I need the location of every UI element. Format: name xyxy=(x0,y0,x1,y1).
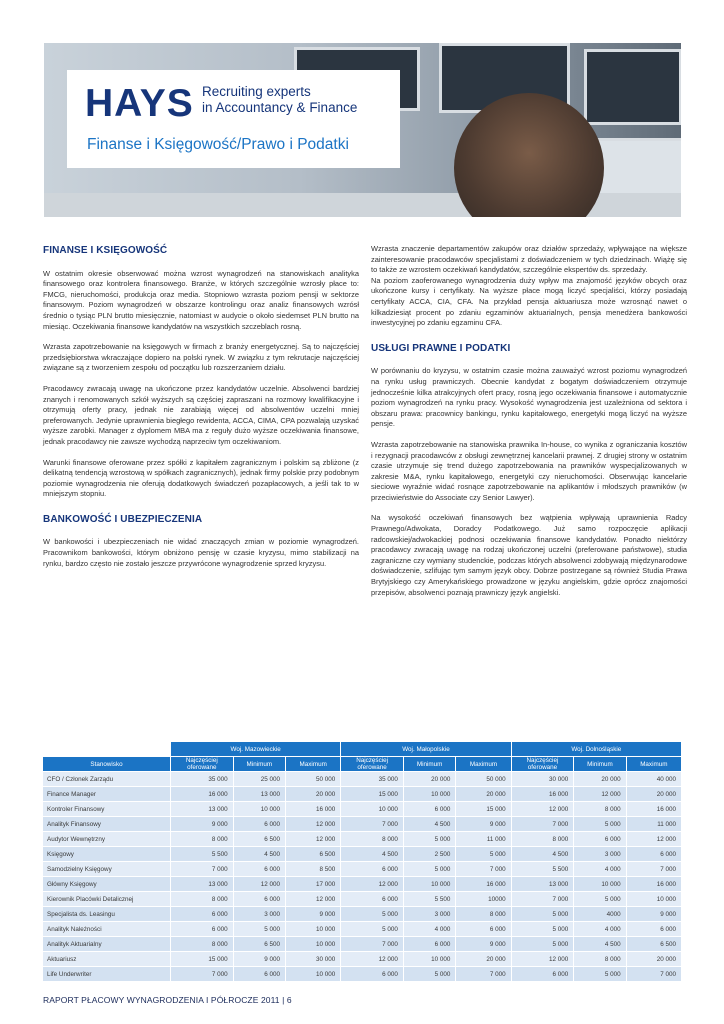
table-row xyxy=(43,862,681,877)
value-cell: 6 000 xyxy=(340,967,403,982)
min-header: Minimum xyxy=(573,757,625,772)
value-cell: 16 000 xyxy=(626,877,681,892)
value-cell: 50 000 xyxy=(285,772,340,787)
value-cell: 5 500 xyxy=(511,862,574,877)
value-cell: 12 000 xyxy=(626,832,681,847)
value-cell: 10 000 xyxy=(626,892,681,907)
offered-line-1: Najczęściej xyxy=(185,757,218,764)
paragraph: Pracodawcy zwracają uwagę na ukończone przez kandydatów uczelnie. Absolwenci bardziej znanych i renomowanych szkół wyższych są częściej zapraszani na rozmowy kwalifikacyjne i otrzymują oferty pracy, jednak nie zarabiają więcej od absolwentów uczelni mniej preferowanych. Jedynie uprawnienia biegłego rewidenta, ACCA, CIMA, CPA pozwalają uzyskać wyższe zarobki. Manager z dyplomem MBA ma z reguły dużo wyższe oczekiwania finansowe, jednak pracodawcy nie zawsze wychodzą naprzeciw tym oczekiwaniom. xyxy=(43,383,359,446)
value-cell: 16 000 xyxy=(626,802,681,817)
value-cell: 8 000 xyxy=(170,937,233,952)
value-cell: 8 000 xyxy=(573,802,625,817)
value-cell: 15 000 xyxy=(340,787,403,802)
value-cell: 5 500 xyxy=(403,892,455,907)
value-cell: 15 000 xyxy=(455,802,510,817)
position-cell: Finance Manager xyxy=(43,787,170,802)
value-cell: 5 000 xyxy=(511,922,574,937)
value-cell: 8 000 xyxy=(573,952,625,967)
value-cell: 35 000 xyxy=(170,772,233,787)
position-cell: Księgowy xyxy=(43,847,170,862)
table-corner xyxy=(43,742,170,757)
value-cell: 40 000 xyxy=(626,772,681,787)
value-cell: 7 000 xyxy=(340,937,403,952)
value-cell: 12 000 xyxy=(511,802,574,817)
offered-header xyxy=(511,757,574,772)
value-cell: 5 000 xyxy=(573,892,625,907)
value-cell: 4 000 xyxy=(573,922,625,937)
value-cell: 7 000 xyxy=(511,892,574,907)
tagline-line-1: Recruiting experts xyxy=(202,84,311,99)
value-cell: 5 000 xyxy=(403,832,455,847)
max-header: Maximum xyxy=(455,757,510,772)
value-cell: 6 000 xyxy=(233,817,285,832)
value-cell: 6 000 xyxy=(626,922,681,937)
value-cell: 12 000 xyxy=(573,787,625,802)
value-cell: 4 500 xyxy=(233,847,285,862)
offered-line-1: Najczęściej xyxy=(526,757,559,764)
value-cell: 20 000 xyxy=(455,952,510,967)
value-cell: 6 000 xyxy=(626,847,681,862)
value-cell: 10 000 xyxy=(233,802,285,817)
value-cell: 9 000 xyxy=(233,952,285,967)
value-cell: 25 000 xyxy=(233,772,285,787)
value-cell: 5 000 xyxy=(233,922,285,937)
value-cell: 20 000 xyxy=(403,772,455,787)
heading-banking-insurance: BANKOWOŚĆ I UBEZPIECZENIA xyxy=(43,513,203,525)
value-cell: 3 000 xyxy=(403,907,455,922)
right-column xyxy=(371,244,687,608)
value-cell: 12 000 xyxy=(340,952,403,967)
value-cell: 7 000 xyxy=(340,817,403,832)
table-row xyxy=(43,832,681,847)
offered-line-2: oferowane xyxy=(187,764,217,771)
value-cell: 9 000 xyxy=(626,907,681,922)
position-cell: Kierownik Placówki Detalicznej xyxy=(43,892,170,907)
position-header: Stanowisko xyxy=(43,757,170,772)
value-cell: 12 000 xyxy=(285,817,340,832)
value-cell: 5 500 xyxy=(170,847,233,862)
value-cell: 4 500 xyxy=(573,937,625,952)
position-cell: Kontroler Finansowy xyxy=(43,802,170,817)
offered-line-2: oferowane xyxy=(527,764,558,771)
table-row xyxy=(43,847,681,862)
value-cell: 6 000 xyxy=(403,802,455,817)
position-cell: CFO / Członek Zarządu xyxy=(43,772,170,787)
position-cell: Aktuariusz xyxy=(43,952,170,967)
value-cell: 3 000 xyxy=(573,847,625,862)
table-row xyxy=(43,892,681,907)
region-header: Woj. Małopolskie xyxy=(340,742,510,757)
table-row xyxy=(43,967,681,982)
value-cell: 6 000 xyxy=(233,967,285,982)
value-cell: 12 000 xyxy=(233,877,285,892)
value-cell: 10 000 xyxy=(285,922,340,937)
table-row xyxy=(43,907,681,922)
value-cell: 16 000 xyxy=(170,787,233,802)
logo-box xyxy=(67,70,400,168)
min-header: Minimum xyxy=(233,757,285,772)
value-cell: 6 000 xyxy=(340,862,403,877)
value-cell: 12 000 xyxy=(285,832,340,847)
value-cell: 10 000 xyxy=(403,952,455,967)
value-cell: 8 000 xyxy=(170,832,233,847)
region-header: Woj. Mazowieckie xyxy=(170,742,340,757)
heading-legal-tax: USŁUGI PRAWNE I PODATKI xyxy=(371,342,511,354)
position-cell: Analityk Finansowy xyxy=(43,817,170,832)
position-cell: Audytor Wewnętrzny xyxy=(43,832,170,847)
value-cell: 12 000 xyxy=(340,877,403,892)
value-cell: 4000 xyxy=(573,907,625,922)
value-cell: 6 000 xyxy=(340,892,403,907)
value-cell: 5 000 xyxy=(403,862,455,877)
value-cell: 12 000 xyxy=(511,952,574,967)
value-cell: 5 000 xyxy=(455,847,510,862)
paragraph: Wzrasta zapotrzebowanie na księgowych w firmach z branży energetycznej. Są to najczęściej przedsiębiorstwa wkraczające dopiero na polski rynek. W związku z tym rekrutacje najczęściej związane są z tworzeniem zespołu od początku lub rozszerzaniem działu. xyxy=(43,342,359,373)
table-row xyxy=(43,952,681,967)
value-cell: 16 000 xyxy=(511,787,574,802)
value-cell: 50 000 xyxy=(455,772,510,787)
value-cell: 4 500 xyxy=(403,817,455,832)
value-cell: 9 000 xyxy=(170,817,233,832)
value-cell: 20 000 xyxy=(626,952,681,967)
value-cell: 20 000 xyxy=(285,787,340,802)
page-footer: RAPORT PŁACOWY WYNAGRODZENIA I PÓŁROCZE 2011 | 6 xyxy=(43,995,292,1005)
value-cell: 16 000 xyxy=(285,802,340,817)
value-cell: 6 000 xyxy=(233,862,285,877)
table-row xyxy=(43,772,681,787)
value-cell: 8 000 xyxy=(340,832,403,847)
value-cell: 11 000 xyxy=(455,832,510,847)
offered-line-2: oferowane xyxy=(357,764,387,771)
offered-line-1: Najczęściej xyxy=(356,757,389,764)
position-cell: Analityk Aktuarialny xyxy=(43,937,170,952)
region-header: Woj. Dolnośląskie xyxy=(511,742,681,757)
max-header: Maximum xyxy=(626,757,681,772)
value-cell: 9 000 xyxy=(455,937,510,952)
table-row xyxy=(43,787,681,802)
value-cell: 8 000 xyxy=(511,832,574,847)
value-cell: 6 000 xyxy=(170,907,233,922)
value-cell: 13 000 xyxy=(170,877,233,892)
value-cell: 12 000 xyxy=(285,892,340,907)
hays-logo: HAYS xyxy=(85,82,194,125)
paragraph: W bankowości i ubezpieczeniach nie widać znaczących zmian w poziomie wynagrodzeń. Pracownikom bankowości, którym obniżono pensję w czasie kryzysu, mimo stabilizacji na rynku, bardzo często nie zostało jeszcze przywrócone wynagrodzenie sprzed kryzysu. xyxy=(43,537,359,568)
value-cell: 8 500 xyxy=(285,862,340,877)
value-cell: 4 000 xyxy=(403,922,455,937)
value-cell: 20 000 xyxy=(573,772,625,787)
heading-finance-accounting: FINANSE I KSIĘGOWOŚĆ xyxy=(43,245,168,256)
value-cell: 4 500 xyxy=(340,847,403,862)
value-cell: 10000 xyxy=(455,892,510,907)
value-cell: 7 000 xyxy=(626,862,681,877)
max-header: Maximum xyxy=(285,757,340,772)
value-cell: 15 000 xyxy=(170,952,233,967)
table-row xyxy=(43,922,681,937)
value-cell: 7 000 xyxy=(511,817,574,832)
value-cell: 5 000 xyxy=(340,922,403,937)
value-cell: 5 000 xyxy=(573,817,625,832)
column-header-row xyxy=(43,757,681,772)
value-cell: 7 000 xyxy=(455,967,510,982)
value-cell: 7 000 xyxy=(170,862,233,877)
value-cell: 7 000 xyxy=(170,967,233,982)
value-cell: 10 000 xyxy=(285,967,340,982)
paragraph: W porównaniu do kryzysu, w ostatnim czasie można zauważyć wzrost poziomu wynagrodzeń na rynku usług prawniczych. Obecnie kandydat z bogatym doświadczeniem otrzymuje jednocześnie kilka atrakcyjnych ofert pracy, rosną jego oczekiwania finansowe i automatycznie poziom wynagrodzeń na rynku pracy. Wysokość wynagrodzenia jest uzależniona od sektora i obszaru prawa: pracownicy bankingu, rynku kapitałowego, energetyki mogą liczyć na wyższe pensje. xyxy=(371,366,687,429)
table-row xyxy=(43,802,681,817)
value-cell: 5 000 xyxy=(573,967,625,982)
value-cell: 9 000 xyxy=(285,907,340,922)
value-cell: 9 000 xyxy=(455,817,510,832)
table-row xyxy=(43,877,681,892)
position-cell: Life Underwriter xyxy=(43,967,170,982)
value-cell: 30 000 xyxy=(285,952,340,967)
value-cell: 7 000 xyxy=(455,862,510,877)
value-cell: 10 000 xyxy=(573,877,625,892)
value-cell: 10 000 xyxy=(285,937,340,952)
monitor-screen xyxy=(584,49,681,125)
value-cell: 5 000 xyxy=(340,907,403,922)
table-row xyxy=(43,937,681,952)
value-cell: 30 000 xyxy=(511,772,574,787)
value-cell: 4 000 xyxy=(573,862,625,877)
region-header-row xyxy=(43,742,681,757)
value-cell: 5 000 xyxy=(403,967,455,982)
value-cell: 6 500 xyxy=(285,847,340,862)
value-cell: 6 000 xyxy=(233,892,285,907)
value-cell: 3 000 xyxy=(233,907,285,922)
paragraph: Wzrasta znaczenie departamentów zakupów oraz działów sprzedaży, wpływające na większe zainteresowanie pracodawców specjalistami z doświadczeniem w tych dziedzinach. Wiążę się to także ze wzrostem oczekiwań kandydatów, szczególnie ekspertów ds. sprzedaży. xyxy=(371,244,687,275)
value-cell: 6 000 xyxy=(573,832,625,847)
value-cell: 10 000 xyxy=(403,877,455,892)
salary-table xyxy=(43,742,681,982)
position-cell: Samodzielny Księgowy xyxy=(43,862,170,877)
value-cell: 6 500 xyxy=(233,832,285,847)
paragraph: Warunki finansowe oferowane przez spółki z kapitałem zagranicznym i polskim są zbliżone (z delikatną tendencją wzrostową w spółkach zagranicznych), jednak firmy polskie przy podobnym poziomie wynagrodzenia nie oferują dodatkowych świadczeń pozapłacowych, a jeśli tak to w mniejszym stopniu. xyxy=(43,457,359,499)
value-cell: 4 500 xyxy=(511,847,574,862)
value-cell: 11 000 xyxy=(626,817,681,832)
value-cell: 7 000 xyxy=(626,967,681,982)
value-cell: 2 500 xyxy=(403,847,455,862)
value-cell: 8 000 xyxy=(170,892,233,907)
position-cell: Analityk Należności xyxy=(43,922,170,937)
paragraph: W ostatnim okresie obserwować można wzrost wynagrodzeń na stanowiskach analityka finansowego oraz kontrolera finansowego. Branże, w których szczególnie wzrosły płace to: FMCG, nieruchomości, produkcja oraz media. Stopniowo wzrasta poziom pensji w sektorze finansowym. Poziom wynagrodzeń w obszarze kontrolingu oraz analiz finansowych wzrósł średnio o tysiąc PLN brutto miesięcznie, natomiast w audycie o około siedemset PLN brutto na miesiąc. Oczekiwania finansowe kandydatów na wszystkich szczeblach rosną. xyxy=(43,268,359,331)
value-cell: 20 000 xyxy=(455,787,510,802)
value-cell: 35 000 xyxy=(340,772,403,787)
paragraph: Wzrasta zapotrzebowanie na stanowiska prawnika In-house, co wynika z ograniczania kosztów i rezygnacji pracodawców z obsługi zewnętrznej kancelarii prawnej. Z drugiej strony w ostatnim czasie utrzymuje się trend dużego zapotrzebowania na prawników wyspecjalizowanych w zakresie M&A, rynku kapitałowego, energetyki czy nieruchomości. Obserwując kancelarie sieciowe wyraźnie widać rosnące zapotrzebowanie na aplikantów i młodszych prawników (w przeciwieństwie do Associate czy Senior Lawyer). xyxy=(371,439,687,502)
value-cell: 6 500 xyxy=(233,937,285,952)
value-cell: 6 000 xyxy=(403,937,455,952)
value-cell: 6 000 xyxy=(455,922,510,937)
offered-header xyxy=(170,757,233,772)
position-cell: Główny Księgowy xyxy=(43,877,170,892)
left-column xyxy=(43,246,359,579)
value-cell: 6 000 xyxy=(511,967,574,982)
value-cell: 17 000 xyxy=(285,877,340,892)
value-cell: 10 000 xyxy=(340,802,403,817)
offered-header xyxy=(340,757,403,772)
tagline-line-2: in Accountancy & Finance xyxy=(202,100,358,115)
value-cell: 5 000 xyxy=(511,937,574,952)
value-cell: 16 000 xyxy=(455,877,510,892)
value-cell: 13 000 xyxy=(233,787,285,802)
min-header: Minimum xyxy=(403,757,455,772)
paragraph: Na poziom zaoferowanego wynagrodzenia duży wpływ ma znajomość języków obcych oraz ukończone kursy i certyfikaty. Na wyższe płace mogą liczyć specjaliści, którzy posiadają certyfikaty ACCA, CIA, CFA. Na przykład pensja aktuariusza może wzrosnąć nawet o kilkadziesiąt procent po zdaniu egzaminów aktuarialnych, pensja menedżera bankowości inwestycyjnej po zdaniu egzaminu CFA. xyxy=(371,275,687,328)
section-title: Finanse i Księgowość/Prawo i Podatki xyxy=(87,136,349,153)
value-cell: 10 000 xyxy=(403,787,455,802)
value-cell: 13 000 xyxy=(511,877,574,892)
paragraph: Na wysokość oczekiwań finansowych bez wątpienia wpływają uprawnienia Radcy Prawnego/Adwokata, Doradcy Podatkowego. Już samo rozpoczęcie aplikacji radcowskiej/adwokackiej podnosi oczekiwania finansowe kandydatów. Ponadto niektórzy pracodawcy zwracają uwagę na rodzaj ukończonej uczelni (preferowane państwowe), studia zagraniczne czy wymiany studenckie, podczas których absolwenci zdobywają międzynarodowe doświadczenie, szlifując tym samym język obcy. Dobrze postrzegane są również Studia Prawa Brytyjskiego czy Amerykańskiego prowadzone w języku angielskim, gdzie oprócz znajomości przepisów, absolwenci poznają prawniczy język angielski. xyxy=(371,513,687,597)
position-cell: Specjalista ds. Leasingu xyxy=(43,907,170,922)
logo-tagline xyxy=(202,84,357,116)
value-cell: 13 000 xyxy=(170,802,233,817)
table-row xyxy=(43,817,681,832)
value-cell: 8 000 xyxy=(455,907,510,922)
value-cell: 6 000 xyxy=(170,922,233,937)
value-cell: 6 500 xyxy=(626,937,681,952)
value-cell: 20 000 xyxy=(626,787,681,802)
value-cell: 5 000 xyxy=(511,907,574,922)
